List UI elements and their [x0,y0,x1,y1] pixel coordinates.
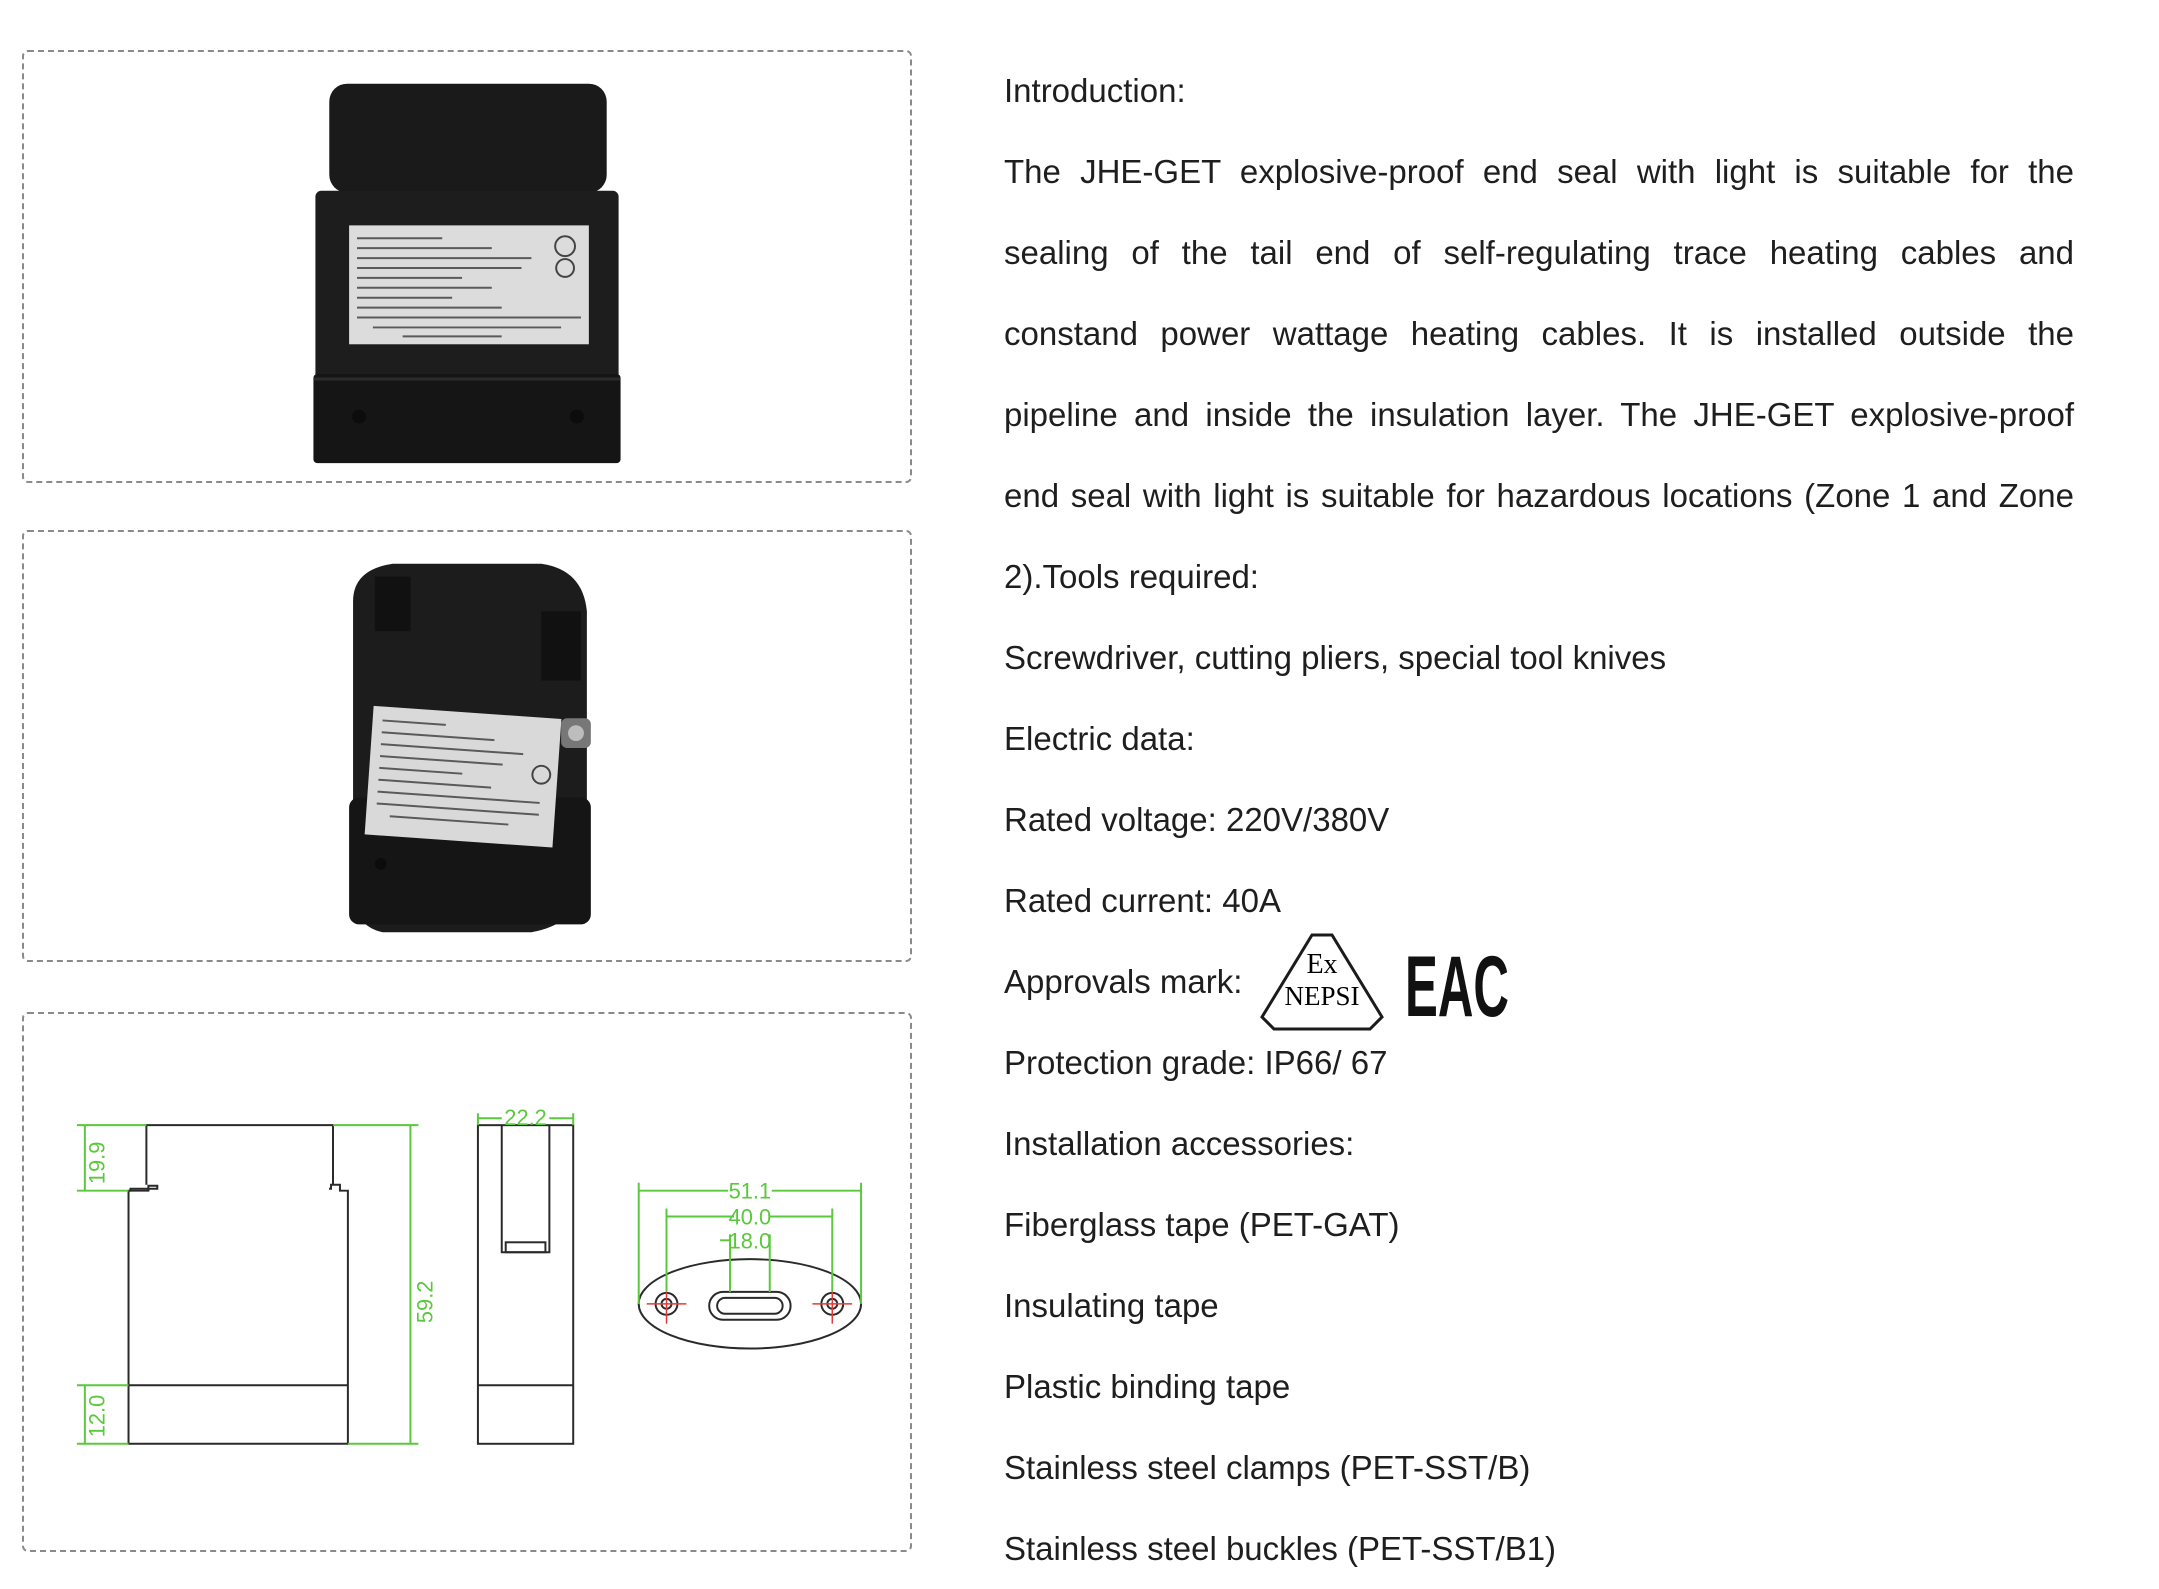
nepsi-mark-icon [1260,931,1384,1033]
side-view-outline [478,1125,573,1444]
protection-grade: Protection grade: IP66/ 67 [1004,1044,1388,1081]
intro-heading: Introduction: [1004,72,1186,109]
product-photo-front-panel [22,50,912,483]
accessory-item: Stainless steel buckles (PET-SST/B1) [1004,1530,1557,1567]
rated-voltage: Rated voltage: 220V/380V [1004,801,1390,838]
product-photo-front [24,52,910,481]
nepsi-mark-top: Ex [1306,948,1338,980]
accessories-heading: Installation accessories: [1004,1125,1355,1162]
intro-body: The JHE-GET explosive-proof end seal with light is suitable for the sealing of the tail end of self-regulating trace heating cables and constand power wattage heating cables. It is installed outside the pipeline and inside the insulation layer. The JHE-GET explosive-proof end seal with light is suitable for hazardous locations (Zone 1 and Zone 2).Tools required: [1004,153,2074,595]
eac-mark-icon [1404,938,1510,1035]
bottom-view [639,1259,861,1348]
electric-heading: Electric data: [1004,720,1195,757]
dim-left-lower: 12.0 [84,1394,110,1438]
dim-mid: 40.0 [728,1204,772,1230]
accessory-item: Plastic binding tape [1004,1368,1291,1405]
technical-drawing [24,1014,910,1550]
technical-drawing-panel [22,1012,912,1552]
product-photo-angled-panel [22,530,912,962]
dim-total-height: 59.2 [412,1280,438,1324]
approvals-row [1004,938,2074,1035]
dim-top-width: 22.2 [504,1105,547,1131]
dim-inner: 18.0 [728,1228,772,1254]
tools-text: Screwdriver, cutting pliers, special tool knives [1004,639,1667,676]
rated-current: Rated current: 40A [1004,882,1281,919]
product-photo-angled [24,532,910,960]
front-view-outline [129,1185,348,1444]
dim-left-upper: 19.9 [84,1141,110,1185]
accessory-item: Stainless steel clamps (PET-SST/B) [1004,1449,1531,1486]
nepsi-mark-bottom: NEPSI [1284,980,1360,1011]
product-description [1004,50,2074,1589]
approvals-label: Approvals mark: [1004,963,1243,1000]
dim-outer: 51.1 [728,1178,772,1204]
accessory-item: Fiberglass tape (PET-GAT) [1004,1206,1400,1243]
eac-mark-text: EAC [1405,938,1510,1035]
accessory-item: Insulating tape [1004,1287,1219,1324]
